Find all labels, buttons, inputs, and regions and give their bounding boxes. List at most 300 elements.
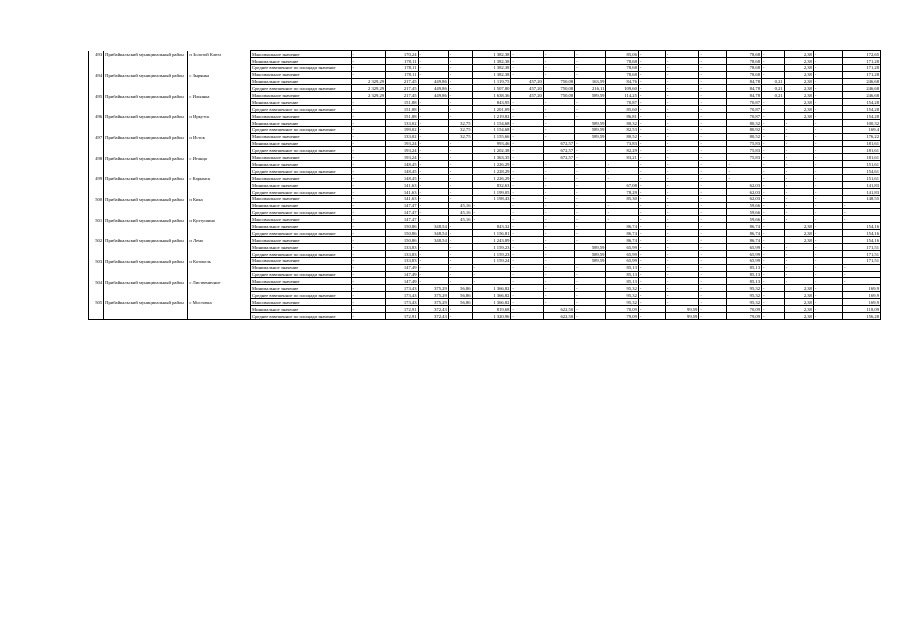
value-cell: 589,59 xyxy=(575,243,606,250)
value-cell: - xyxy=(418,264,448,271)
value-cell: 148,45 xyxy=(386,168,418,175)
blank-cell xyxy=(188,106,251,113)
district-cell: Прибайкальский муниципальный район xyxy=(104,133,188,140)
value-cell: 86,74 xyxy=(727,230,762,237)
value-cell: 1 154,68 xyxy=(472,126,511,133)
value-cell: 148,45 xyxy=(386,161,418,168)
value-cell: 45,16 xyxy=(448,209,472,216)
table-row xyxy=(89,216,881,223)
row-number: 496 xyxy=(89,113,104,120)
value-cell: 2,38 xyxy=(784,292,813,299)
blank-cell xyxy=(104,305,188,312)
value-cell: - xyxy=(638,305,665,312)
blank-cell xyxy=(104,168,188,175)
value-cell: 2,38 xyxy=(784,99,813,106)
value-cell: 56,86 xyxy=(448,285,472,292)
table-row xyxy=(89,257,881,264)
value-cell: - xyxy=(511,230,543,237)
value-cell: 86,74 xyxy=(606,223,638,230)
value-cell: 622,50 xyxy=(543,312,574,319)
value-cell: 1 154,68 xyxy=(472,119,511,126)
value-cell: - xyxy=(784,161,813,168)
value-cell: 0,21 xyxy=(762,85,785,92)
value-cell: 1 159,23 xyxy=(472,243,511,250)
table-row xyxy=(89,99,881,106)
value-cell: - xyxy=(665,230,698,237)
value-cell: - xyxy=(543,216,574,223)
table-row xyxy=(89,133,881,140)
blank-cell xyxy=(104,126,188,133)
value-cell: - xyxy=(511,223,543,230)
value-cell: - xyxy=(813,57,842,64)
blank-cell xyxy=(104,243,188,250)
value-cell: - xyxy=(665,195,698,202)
value-cell: - xyxy=(543,285,574,292)
value-cell: - xyxy=(448,243,472,250)
value-cell: 75,83 xyxy=(727,140,762,147)
blank-cell xyxy=(104,264,188,271)
table-row xyxy=(89,168,881,175)
blank-cell xyxy=(188,85,251,92)
value-cell: 1 320,96 xyxy=(472,312,511,319)
value-cell: - xyxy=(575,305,606,312)
value-cell: - xyxy=(665,119,698,126)
value-cell: - xyxy=(638,119,665,126)
value-cell: - xyxy=(813,257,842,264)
blank-cell xyxy=(188,168,251,175)
value-cell: - xyxy=(511,257,543,264)
value-cell: - xyxy=(575,154,606,161)
value-cell: 181,61 xyxy=(843,147,881,154)
table-row xyxy=(89,57,881,64)
value-cell: 216,11 xyxy=(575,85,606,92)
value-cell: 62,03 xyxy=(727,195,762,202)
value-cell: 65,99 xyxy=(727,243,762,250)
table-row xyxy=(89,140,881,147)
value-cell: 80,52 xyxy=(606,133,638,140)
value-cell: 156,28 xyxy=(843,312,881,319)
value-cell: - xyxy=(511,168,543,175)
value-cell: 169,9 xyxy=(843,292,881,299)
value-cell: 151,88 xyxy=(386,99,418,106)
value-cell: - xyxy=(575,292,606,299)
value-cell: - xyxy=(511,243,543,250)
value-type-cell: Среднее взвешенное по площади значение xyxy=(251,250,351,257)
value-cell: - xyxy=(543,51,574,58)
value-cell: 2,38 xyxy=(784,51,813,58)
value-cell: 589,59 xyxy=(575,119,606,126)
value-cell: - xyxy=(543,133,574,140)
value-cell: - xyxy=(638,223,665,230)
table-row xyxy=(89,264,881,271)
value-cell: - xyxy=(762,168,785,175)
value-cell: - xyxy=(351,181,386,188)
value-cell: 151,88 xyxy=(386,113,418,120)
value-cell: 173,43 xyxy=(386,292,418,299)
value-cell: - xyxy=(351,119,386,126)
table-row xyxy=(89,154,881,161)
value-cell: - xyxy=(638,230,665,237)
value-cell: 59,66 xyxy=(727,216,762,223)
value-cell: - xyxy=(511,264,543,271)
value-cell: - xyxy=(575,202,606,209)
value-cell: - xyxy=(543,181,574,188)
value-cell: 150,86 xyxy=(386,237,418,244)
blank-cell xyxy=(104,99,188,106)
value-cell: - xyxy=(543,264,574,271)
value-cell: 843,32 xyxy=(472,223,511,230)
value-cell: 70,09 xyxy=(606,305,638,312)
value-cell: - xyxy=(665,78,698,85)
value-cell: 56,86 xyxy=(448,292,472,299)
value-cell: - xyxy=(351,64,386,71)
value-cell: 99,59 xyxy=(665,312,698,319)
value-cell: - xyxy=(784,202,813,209)
value-cell: 217,45 xyxy=(386,92,418,99)
value-cell: - xyxy=(418,140,448,147)
value-cell: 1 638,36 xyxy=(472,92,511,99)
value-cell: 1 226,29 xyxy=(472,175,511,182)
value-cell: - xyxy=(665,257,698,264)
table-row xyxy=(89,195,881,202)
value-cell: - xyxy=(665,299,698,306)
value-cell: - xyxy=(543,250,574,257)
value-cell: - xyxy=(813,223,842,230)
value-cell: - xyxy=(575,312,606,319)
value-cell: 78,68 xyxy=(606,71,638,78)
value-cell: - xyxy=(575,271,606,278)
value-cell: - xyxy=(699,85,727,92)
blank-cell xyxy=(89,209,104,216)
value-cell: - xyxy=(665,250,698,257)
value-type-cell: Максимальное значение xyxy=(251,237,351,244)
value-cell: - xyxy=(699,299,727,306)
value-cell: - xyxy=(638,85,665,92)
value-cell: - xyxy=(575,299,606,306)
value-cell: - xyxy=(665,264,698,271)
value-cell: - xyxy=(575,216,606,223)
value-cell: - xyxy=(575,106,606,113)
value-cell: - xyxy=(606,168,638,175)
value-cell: 2,38 xyxy=(784,85,813,92)
value-type-cell: Максимальное значение xyxy=(251,71,351,78)
value-cell: 141,63 xyxy=(386,188,418,195)
value-cell: 246,68 xyxy=(843,85,881,92)
value-cell: - xyxy=(448,250,472,257)
value-cell: - xyxy=(448,257,472,264)
value-type-cell: Максимальное значение xyxy=(251,154,351,161)
value-cell: - xyxy=(448,237,472,244)
blank-cell xyxy=(104,147,188,154)
value-cell: - xyxy=(448,113,472,120)
blank-cell xyxy=(89,250,104,257)
table-row xyxy=(89,106,881,113)
value-cell: - xyxy=(418,175,448,182)
value-cell: 67,08 xyxy=(606,181,638,188)
row-number: 493 xyxy=(89,51,104,58)
value-cell: 70,09 xyxy=(727,305,762,312)
value-cell: - xyxy=(638,154,665,161)
table-row xyxy=(89,188,881,195)
table-row xyxy=(89,299,881,306)
value-cell: - xyxy=(418,154,448,161)
value-cell: - xyxy=(511,202,543,209)
value-cell: - xyxy=(638,71,665,78)
blank-cell xyxy=(89,85,104,92)
value-type-cell: Среднее взвешенное по площади значение xyxy=(251,85,351,92)
value-cell: 147,47 xyxy=(386,216,418,223)
value-type-cell: Максимальное значение xyxy=(251,195,351,202)
blank-cell xyxy=(188,312,251,319)
value-cell: - xyxy=(762,230,785,237)
value-cell: 2,38 xyxy=(784,78,813,85)
value-cell: 1 219,82 xyxy=(472,113,511,120)
value-cell: - xyxy=(727,161,762,168)
value-cell: - xyxy=(762,195,785,202)
value-cell: - xyxy=(762,250,785,257)
value-cell: - xyxy=(638,202,665,209)
value-cell: - xyxy=(762,154,785,161)
value-cell: - xyxy=(448,305,472,312)
value-cell: - xyxy=(511,57,543,64)
value-cell: - xyxy=(575,181,606,188)
district-cell: Прибайкальский муниципальный район xyxy=(104,257,188,264)
value-cell: - xyxy=(543,299,574,306)
value-cell: - xyxy=(699,237,727,244)
value-cell: 348,54 xyxy=(418,223,448,230)
table-row xyxy=(89,312,881,319)
value-cell: - xyxy=(351,147,386,154)
value-cell: 154,28 xyxy=(843,99,881,106)
value-cell: - xyxy=(351,133,386,140)
value-cell: - xyxy=(699,119,727,126)
value-cell: - xyxy=(606,175,638,182)
district-cell: Прибайкальский муниципальный район xyxy=(104,278,188,285)
value-cell: 672,57 xyxy=(543,140,574,147)
value-cell: 2,38 xyxy=(784,305,813,312)
value-type-cell: Минимальное значение xyxy=(251,181,351,188)
value-cell: - xyxy=(699,181,727,188)
value-cell: - xyxy=(575,64,606,71)
value-cell: - xyxy=(351,57,386,64)
value-cell: - xyxy=(351,223,386,230)
blank-cell xyxy=(104,209,188,216)
blank-cell xyxy=(104,202,188,209)
valuation-table-sheet xyxy=(88,50,881,320)
value-cell: - xyxy=(543,278,574,285)
value-cell: - xyxy=(638,278,665,285)
value-cell: - xyxy=(351,161,386,168)
value-cell: 993,46 xyxy=(472,140,511,147)
value-cell: 70,87 xyxy=(727,113,762,120)
value-type-cell: Минимальное значение xyxy=(251,223,351,230)
value-cell: 95,32 xyxy=(606,285,638,292)
value-cell: - xyxy=(665,209,698,216)
blank-cell xyxy=(188,243,251,250)
table-row xyxy=(89,292,881,299)
value-cell: - xyxy=(543,202,574,209)
blank-cell xyxy=(188,230,251,237)
value-cell: 70,87 xyxy=(727,106,762,113)
value-cell: - xyxy=(665,188,698,195)
value-cell: 151,61 xyxy=(843,175,881,182)
value-cell: - xyxy=(813,175,842,182)
value-cell: - xyxy=(813,188,842,195)
value-cell: - xyxy=(813,92,842,99)
value-cell: - xyxy=(638,140,665,147)
value-type-cell: Максимальное значение xyxy=(251,92,351,99)
value-cell: - xyxy=(638,147,665,154)
value-cell: - xyxy=(665,57,698,64)
value-cell: - xyxy=(699,78,727,85)
table-row xyxy=(89,175,881,182)
blank-cell xyxy=(188,188,251,195)
value-cell: 589,59 xyxy=(575,126,606,133)
value-cell: 375,29 xyxy=(418,292,448,299)
value-cell: 86,74 xyxy=(727,237,762,244)
value-cell: - xyxy=(351,154,386,161)
blank-cell xyxy=(104,292,188,299)
value-cell: 79,09 xyxy=(727,312,762,319)
value-cell: 832,63 xyxy=(472,181,511,188)
value-cell: - xyxy=(665,71,698,78)
value-cell: - xyxy=(699,209,727,216)
value-cell: - xyxy=(351,257,386,264)
value-cell: - xyxy=(511,71,543,78)
value-cell: - xyxy=(699,92,727,99)
value-cell: - xyxy=(813,237,842,244)
value-cell: - xyxy=(699,133,727,140)
value-cell: - xyxy=(762,285,785,292)
value-cell: - xyxy=(813,271,842,278)
value-cell: - xyxy=(665,285,698,292)
value-cell: - xyxy=(418,161,448,168)
blank-cell xyxy=(89,230,104,237)
value-cell: 171,28 xyxy=(843,57,881,64)
value-cell: 2,38 xyxy=(784,285,813,292)
value-cell: - xyxy=(575,278,606,285)
table-row xyxy=(89,78,881,85)
value-cell: - xyxy=(813,51,842,58)
value-cell: 141,83 xyxy=(843,188,881,195)
settlement-cell: п Иркутск xyxy=(188,113,251,120)
value-type-cell: Минимальное значение xyxy=(251,285,351,292)
value-cell: - xyxy=(665,168,698,175)
settlement-cell: с Итанца xyxy=(188,154,251,161)
table-row xyxy=(89,161,881,168)
value-cell: - xyxy=(448,57,472,64)
value-cell: - xyxy=(638,175,665,182)
value-cell: - xyxy=(418,168,448,175)
value-cell: 2,38 xyxy=(784,92,813,99)
value-cell: - xyxy=(543,57,574,64)
value-cell: - xyxy=(762,71,785,78)
value-cell: - xyxy=(511,216,543,223)
value-cell: - xyxy=(351,237,386,244)
value-cell: - xyxy=(638,216,665,223)
blank-cell xyxy=(89,292,104,299)
value-type-cell: Минимальное значение xyxy=(251,264,351,271)
value-cell: - xyxy=(418,243,448,250)
value-cell: 78,68 xyxy=(727,64,762,71)
blank-cell xyxy=(89,312,104,319)
value-cell: 176,22 xyxy=(843,133,881,140)
value-cell: 2,38 xyxy=(784,237,813,244)
value-cell: 1 228,29 xyxy=(472,168,511,175)
value-cell: 843,95 xyxy=(472,99,511,106)
value-cell: 154,61 xyxy=(843,168,881,175)
value-cell: 171,51 xyxy=(843,250,881,257)
value-cell: - xyxy=(418,216,448,223)
value-cell: - xyxy=(762,305,785,312)
value-cell: 181,61 xyxy=(843,140,881,147)
blank-cell xyxy=(104,250,188,257)
value-cell: 2 329,29 xyxy=(351,85,386,92)
value-cell: - xyxy=(472,271,511,278)
settlement-cell: п Исток xyxy=(188,133,251,140)
value-cell: - xyxy=(472,216,511,223)
value-cell: - xyxy=(448,154,472,161)
value-cell: - xyxy=(418,106,448,113)
value-cell: - xyxy=(784,264,813,271)
value-cell: 154,28 xyxy=(843,106,881,113)
value-cell: 171,51 xyxy=(843,243,881,250)
blank-cell xyxy=(104,312,188,319)
value-cell: - xyxy=(638,195,665,202)
blank-cell xyxy=(89,188,104,195)
value-cell: - xyxy=(448,223,472,230)
value-cell: - xyxy=(699,140,727,147)
settlement-cell: п Золотой Ключ xyxy=(188,51,251,58)
value-cell: 80,52 xyxy=(727,133,762,140)
value-cell: 133,02 xyxy=(386,133,418,140)
value-cell: - xyxy=(699,64,727,71)
value-cell: - xyxy=(638,57,665,64)
value-cell: - xyxy=(638,161,665,168)
value-cell: - xyxy=(543,257,574,264)
value-cell: - xyxy=(511,99,543,106)
value-type-cell: Минимальное значение xyxy=(251,161,351,168)
value-cell: 86,74 xyxy=(727,223,762,230)
value-type-cell: Минимальное значение xyxy=(251,202,351,209)
value-cell: - xyxy=(762,140,785,147)
value-cell: - xyxy=(351,216,386,223)
value-cell: - xyxy=(727,168,762,175)
value-cell: - xyxy=(665,106,698,113)
value-cell: - xyxy=(472,264,511,271)
value-cell: 193,24 xyxy=(386,147,418,154)
value-cell: - xyxy=(699,292,727,299)
value-cell: - xyxy=(575,161,606,168)
blank-cell xyxy=(89,264,104,271)
value-cell: 2 329,29 xyxy=(351,92,386,99)
value-cell: 65,99 xyxy=(606,250,638,257)
value-cell: 1 382,38 xyxy=(472,64,511,71)
blank-cell xyxy=(188,285,251,292)
settlement-cell: с Карымск xyxy=(188,175,251,182)
value-cell: 84,76 xyxy=(606,78,638,85)
row-number: 504 xyxy=(89,278,104,285)
blank-cell xyxy=(188,161,251,168)
value-cell: - xyxy=(351,299,386,306)
table-row xyxy=(89,305,881,312)
value-cell: 83,21 xyxy=(606,154,638,161)
value-cell: 169,9 xyxy=(843,285,881,292)
value-cell: 84,78 xyxy=(727,78,762,85)
value-cell: 2,38 xyxy=(784,312,813,319)
value-cell: - xyxy=(575,140,606,147)
value-cell: 147,49 xyxy=(386,271,418,278)
